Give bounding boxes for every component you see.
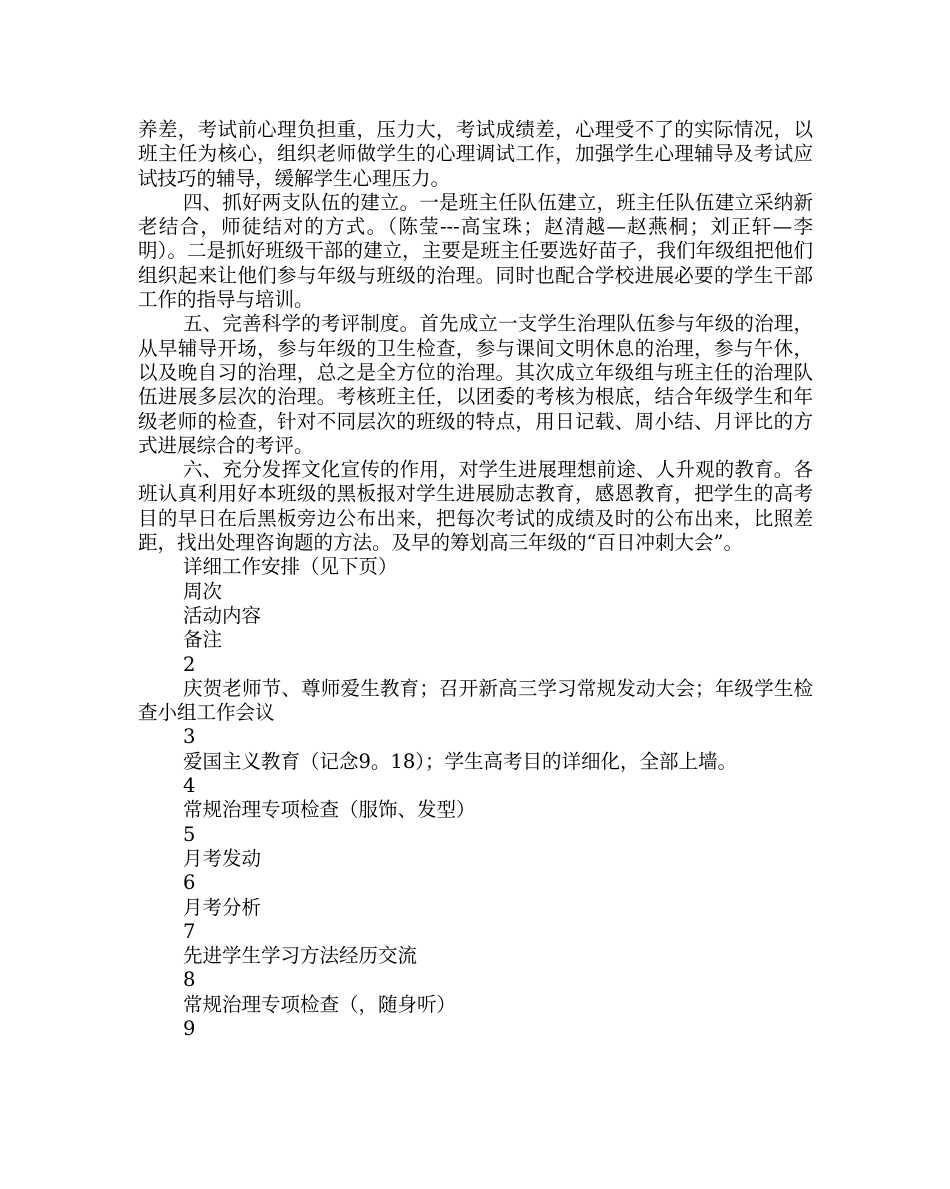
schedule-week: 4 — [183, 774, 196, 798]
schedule-week: 5 — [183, 822, 196, 846]
schedule-content: 爱国主义教育（记念9。18）；学生高考目的详细化，全部上墙。 — [183, 749, 737, 773]
schedule-week: 6 — [183, 871, 196, 895]
paragraph-culture: 六、充分发挥文化宣传的作用，对学生进展理想前途、人升观的教育。各班认真利用好本班级的黑板报对学生进展励志教育，感恩教育，把学生的高考目的早日在后黑板旁边公布出来，把每次考试的成绩及时的公布出来，比照差距，找出处理咨询题的方法。及早的筹划高三年级的“百日冲刺大会”。 — [138, 458, 813, 555]
schedule-content: 月考发动 — [183, 846, 262, 870]
schedule-week: 2 — [183, 652, 196, 676]
paragraph-psychology: 养差，考试前心理负担重，压力大，考试成绩差，心理受不了的实际情况，以班主任为核心，组织老师做学生的心理调试工作，加强学生心理辅导及考试应试技巧的辅导，缓解学生心理压力。 — [138, 118, 813, 190]
paragraph-evaluation: 五、完善科学的考评制度。首先成立一支学生治理队伍参与年级的治理，从早辅导开场，参与年级的卫生检查，参与课间文明休息的治理，参与午休，以及晚自习的治理，总之是全方位的治理。其次成立年级组与班主任的治理队伍进展多层次的治理。考核班主任，以团委的考核为根底，结合年级学生和年级老师的检查，针对不同层次的班级的特点，用日记载、周小结、月评比的方式进展综合的考评。 — [138, 312, 813, 457]
table-header-week: 周次 — [183, 579, 223, 603]
document-page — [138, 118, 813, 1041]
table-header-remarks: 备注 — [183, 628, 223, 652]
schedule-content: 常规治理专项检查（服饰、发型） — [183, 798, 476, 822]
schedule-content: 先进学生学习方法经历交流 — [183, 944, 418, 968]
paragraph-two-teams: 四、抓好两支队伍的建立。一是班主任队伍建立，班主任队伍建立采纳新老结合，师徒结对的方式。（陈莹---高宝珠；赵清越—赵燕桐；刘正轩—李明）。二是抓好班级干部的建立，主要是班主任要选好苗子，我们年级组把他们组织起来让他们参与年级与班级的治理。同时也配合学校进展必要的学生干部工作的指导与培训。 — [138, 190, 813, 312]
schedule-intro: 详细工作安排（见下页） — [183, 555, 398, 579]
schedule-content: 庆贺老师节、尊师爱生教育；召开新高三学习常规发动大会；年级学生检查小组工作会议 — [138, 676, 813, 725]
schedule-content: 常规治理专项检查（，随身听） — [183, 992, 457, 1016]
schedule-content: 月考分析 — [183, 895, 262, 919]
schedule-week: 3 — [183, 725, 196, 749]
schedule-week: 7 — [183, 919, 196, 943]
table-header-content: 活动内容 — [183, 603, 262, 627]
schedule-week: 8 — [183, 968, 196, 992]
schedule-week: 9 — [183, 1016, 196, 1040]
